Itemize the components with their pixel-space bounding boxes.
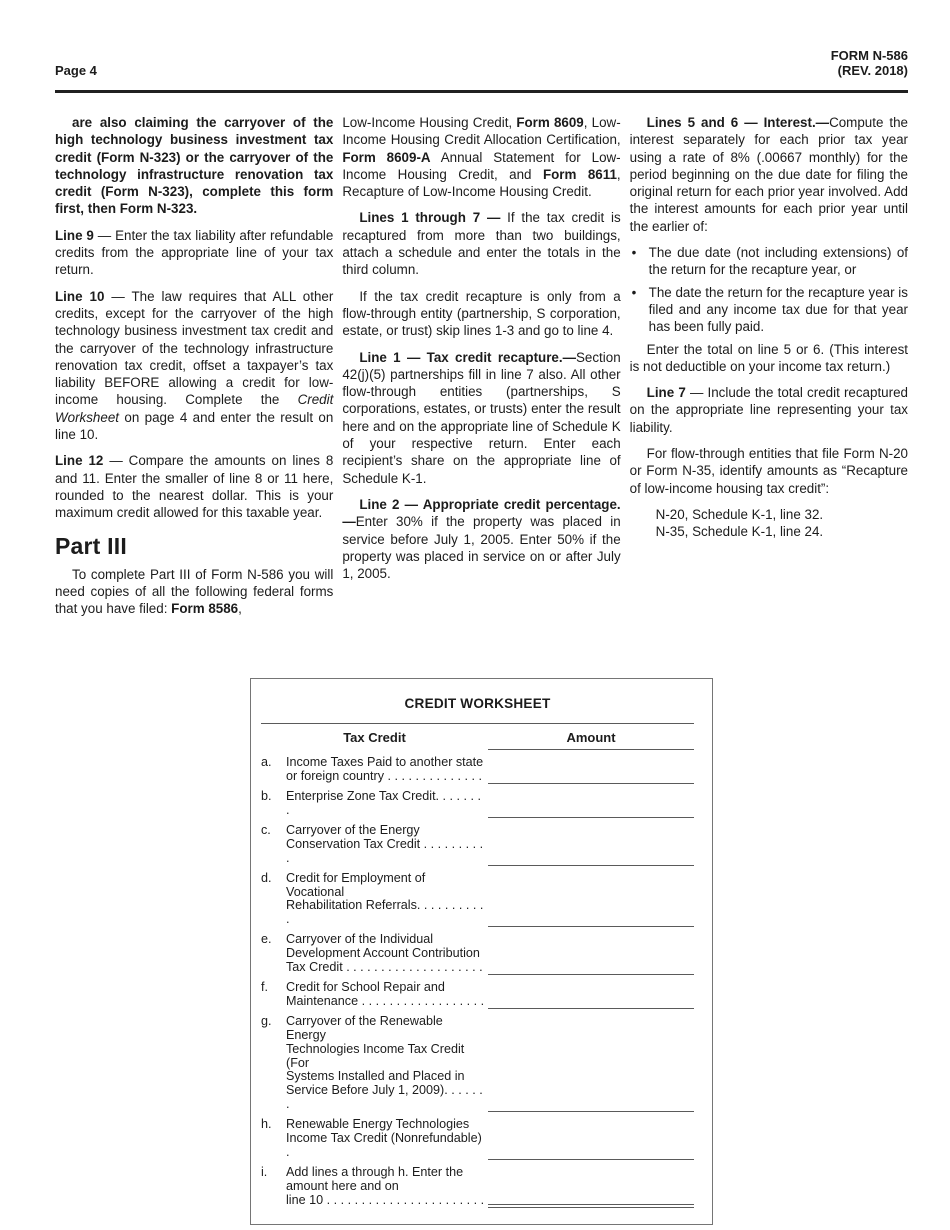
paragraph: Line 12 — Compare the amounts on lines 8 and 11. Enter the smaller of line 8 or 11 here, rounded to the nearest dollar. This is your maximum credit allowed for this taxable year. xyxy=(55,453,334,521)
worksheet-title: CREDIT WORKSHEET xyxy=(404,696,551,711)
form-revision: (REV. 2018) xyxy=(837,63,908,79)
row-letter: i. xyxy=(261,1164,268,1179)
row-letter: f. xyxy=(261,980,268,994)
row-description: Income Taxes Paid to another state or foreign country . . . . . . . . . . . . . . xyxy=(286,755,484,784)
schedule-reference: N-35, Schedule K-1, line 24. xyxy=(655,524,824,540)
paragraph: If the tax credit recapture is only from a flow-through entity (partnership, S corporation, estate, or trust) skip lines 1-3 and go to line 4. xyxy=(342,288,621,339)
amount-line xyxy=(488,933,694,975)
paragraph: Low-Income Housing Credit, Form 8609, Low-Income Housing Credit Allocation Certification, Form 8609-A Annual Statement for Low-Income Housing Credit, and Form 8611, Recapture of Low-Income Housing Credit. xyxy=(342,115,621,200)
worksheet-row xyxy=(261,790,694,818)
column-1 xyxy=(55,114,333,627)
worksheet-row xyxy=(261,1166,694,1208)
paragraph: Line 2 — Appropriate credit percentage.—Enter 30% if the property was placed in service before July 1, 2005. Enter 50% if the property was placed in service on or after July 1, 2005. xyxy=(342,496,621,582)
bullet-item xyxy=(630,284,908,336)
amount-line xyxy=(488,872,694,928)
form-number: FORM N-586 xyxy=(830,48,908,63)
paragraph: Lines 1 through 7 — If the tax credit is recaptured from more than two buildings, attach a schedule and enter the totals in the third column. xyxy=(342,210,621,278)
row-description: Carryover of the Renewable Energy Technologies Income Tax Credit (For Systems Installed and Placed in Service Before July 1, 2009). . . . . . . xyxy=(286,1013,483,1112)
worksheet-row xyxy=(261,981,694,1009)
row-description: Carryover of the Energy Conservation Tax Credit . . . . . . . . . . xyxy=(286,822,484,865)
form-id-block xyxy=(831,48,908,79)
bullet-icon: • xyxy=(631,284,637,300)
paragraph: are also claiming the carryover of the high technology business investment tax credit (Form N-323) or the carryover of the technology infrastructure renovation tax credit (Form N-323), complete this form first, then Form N-323. xyxy=(55,115,334,217)
paragraph: Line 9 — Enter the tax liability after refundable credits from the appropriate line of your tax return. xyxy=(55,227,334,278)
row-letter: b. xyxy=(261,789,272,804)
row-description: Credit for Employment of Vocational Rehabilitation Referrals. . . . . . . . . . . xyxy=(286,870,484,927)
paragraph: Line 1 — Tax credit recapture.—Section 42(j)(5) partnerships fill in line 7 also. All other flow-through entities (partnerships, S corporations, estates, or trusts) enter the result here and on the appropriate line of Schedule K of your respective return. Enter each recipient’s share on the appropriate line of Schedule K-1. xyxy=(342,349,621,486)
row-description: Credit for School Repair and Maintenance . . . . . . . . . . . . . . . . . . xyxy=(286,980,485,1008)
worksheet-row xyxy=(261,1015,694,1112)
row-letter: e. xyxy=(261,932,272,947)
row-description: Add lines a through h. Enter the amount here and on line 10 . . . . . . . . . . . . . . . . . . . . . . . xyxy=(286,1164,485,1207)
part-iii-heading: Part III xyxy=(55,532,127,559)
page-header xyxy=(55,48,908,79)
worksheet-column-headers xyxy=(261,729,694,750)
worksheet-row xyxy=(261,872,694,928)
schedule-reference: N-20, Schedule K-1, line 32. xyxy=(655,506,824,522)
amount-line xyxy=(488,1118,694,1160)
worksheet-row xyxy=(261,933,694,975)
row-description: Enterprise Zone Tax Credit. . . . . . . . xyxy=(286,789,482,818)
column-2 xyxy=(342,114,620,627)
row-letter: g. xyxy=(261,1013,272,1028)
amount-line xyxy=(488,756,694,784)
credit-worksheet xyxy=(250,678,713,1225)
bullet-item xyxy=(630,244,908,279)
row-description: Carryover of the Individual Development Account Contribution Tax Credit . . . . . . . . . . . . . . . . . . . . xyxy=(286,932,483,975)
column-header-tax-credit: Tax Credit xyxy=(343,730,406,746)
amount-line xyxy=(488,824,694,866)
worksheet-rows xyxy=(261,756,694,1207)
column-3 xyxy=(630,114,908,627)
worksheet-rule xyxy=(261,723,694,725)
amount-line xyxy=(488,1015,694,1112)
amount-line xyxy=(488,790,694,818)
paragraph: Line 10 — The law requires that ALL other credits, except for the carryover of the high technology business investment tax credit and the carryover of the technology infrastructure renovation tax credit, offset a taxpayer’s tax liability BEFORE allowing a credit for low-income housing. Complete the Credit Worksheet on page 4 and enter the result on line 10. xyxy=(55,288,334,443)
paragraph: To complete Part III of Form N-586 you will need copies of all the following federal forms that you have filed: Form 8586, xyxy=(55,566,334,617)
bullet-text: The date the return for the recapture year is filed and any income tax due for that year has been fully paid. xyxy=(648,284,908,335)
article-columns xyxy=(55,114,908,627)
paragraph: For flow-through entities that file Form N-20 or Form N-35, identify amounts as “Recapture of low-income housing tax credit”: xyxy=(629,446,908,496)
row-letter: h. xyxy=(261,1117,272,1132)
column-header-amount: Amount xyxy=(488,729,694,750)
paragraph: Line 7 — Include the total credit recaptured on the appropriate line representing your tax liability. xyxy=(629,385,908,435)
worksheet-row xyxy=(261,824,694,866)
page-number: Page 4 xyxy=(55,63,97,79)
paragraph: Lines 5 and 6 — Interest.—Compute the interest separately for each prior tax year using a rate of 8% (.00667 monthly) for the period beginning on the due date for filing the original return for each prior year involved. Add the interest amounts for each prior year until the earlier of: xyxy=(629,115,908,234)
row-letter: a. xyxy=(261,755,272,770)
amount-line xyxy=(488,1166,694,1208)
amount-line xyxy=(488,981,694,1009)
worksheet-row xyxy=(261,756,694,784)
paragraph: Enter the total on line 5 or 6. (This interest is not deductible on your income tax return.) xyxy=(629,341,908,374)
worksheet-row xyxy=(261,1118,694,1160)
header-rule xyxy=(55,90,908,93)
row-description: Renewable Energy Technologies Income Tax Credit (Nonrefundable) . xyxy=(286,1117,482,1159)
bullet-icon: • xyxy=(631,245,637,261)
row-letter: d. xyxy=(261,870,272,885)
row-letter: c. xyxy=(261,822,271,837)
bullet-text: The due date (not including extensions) of the return for the recapture year, or xyxy=(648,245,908,278)
